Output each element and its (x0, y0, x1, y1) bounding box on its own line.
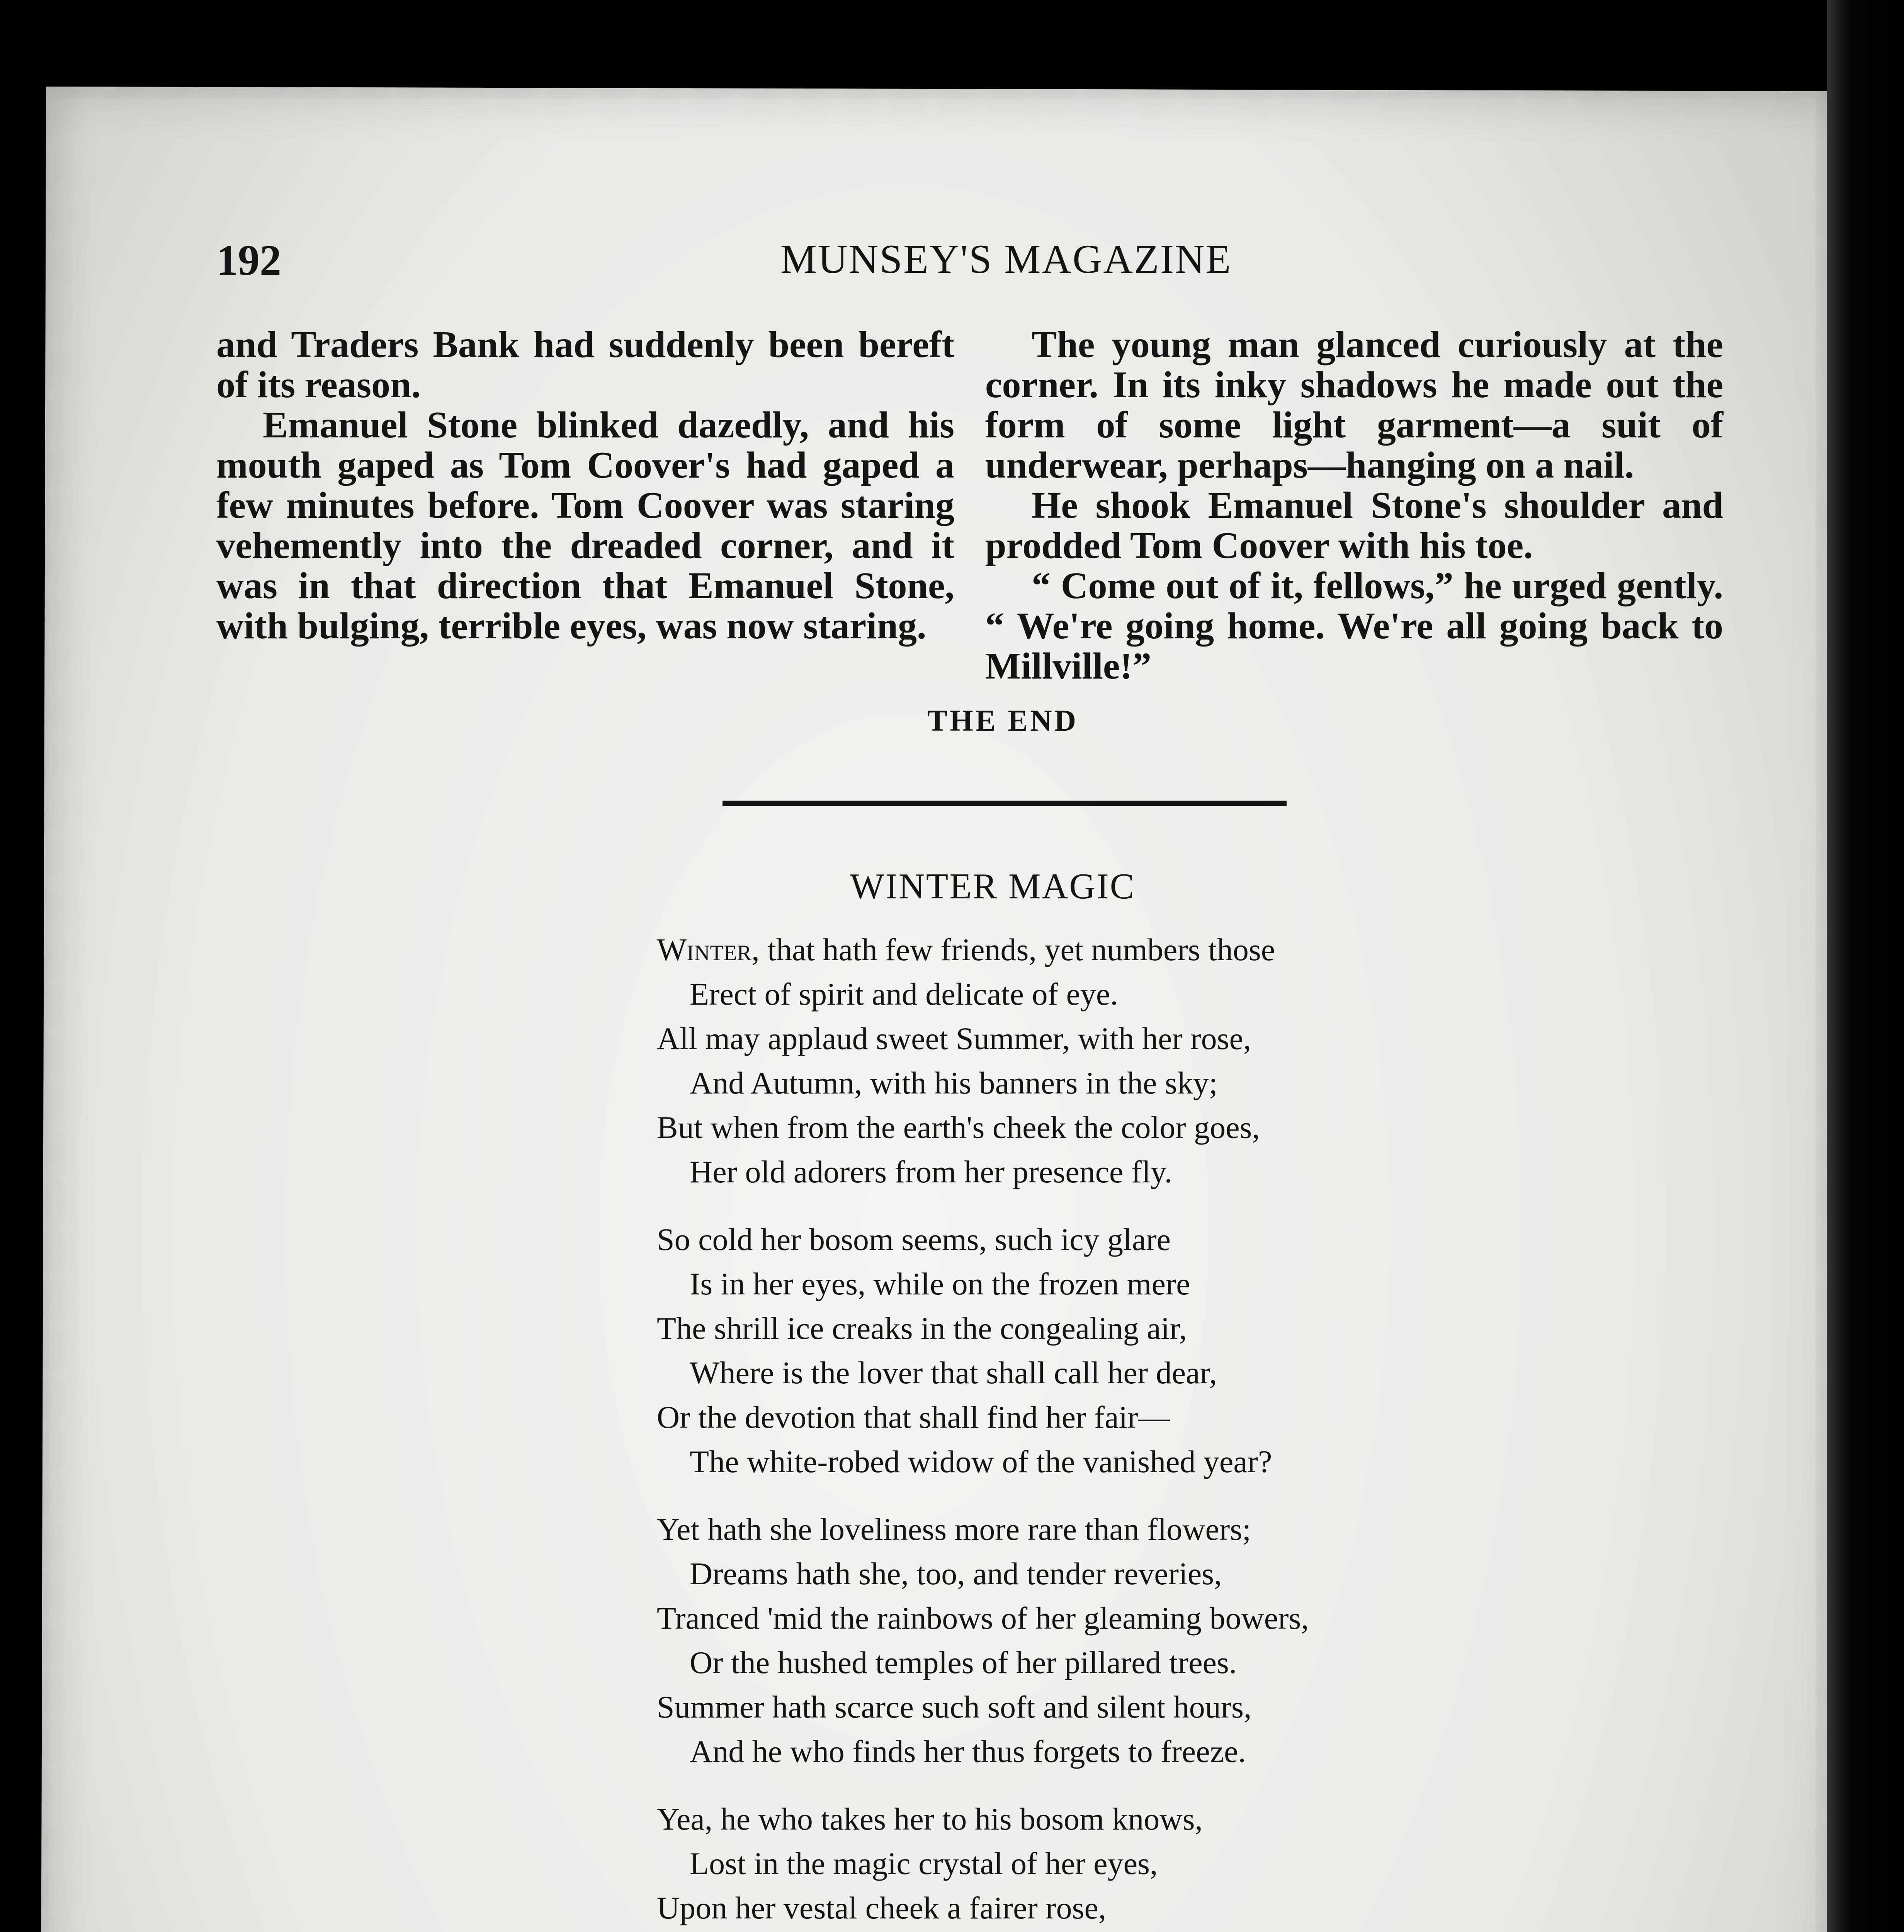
poem-first-word: Winter (657, 932, 752, 967)
poem-line: Where is the lover that shall call her dear, (690, 1355, 1217, 1390)
poem-line: Or the hushed temples of her pillared trees. (690, 1645, 1237, 1680)
poem-line: Tranced 'mid the rainbows of her gleaming bowers, (657, 1600, 1309, 1636)
poem-line: Yea, he who takes her to his bosom knows, (657, 1801, 1203, 1837)
page-number: 192 (216, 236, 281, 284)
poem-stanza (657, 1507, 1468, 1774)
poem-line: The white-robed widow of the vanished year? (690, 1444, 1272, 1479)
story-paragraph: and Traders Bank had suddenly been bereft of its reason. (216, 324, 954, 406)
poem-stanza (657, 1217, 1468, 1484)
poem-line: Summer hath scarce such soft and silent hours, (657, 1689, 1252, 1725)
poem-line: Upon her vestal cheek a fairer rose, (657, 1890, 1107, 1925)
poem-line: And he who finds her thus forgets to freeze. (690, 1734, 1246, 1769)
poem-title: WINTER MAGIC (850, 866, 1136, 906)
poem-first-line-rest: , that hath few friends, yet numbers those (751, 932, 1275, 967)
poem-line (657, 1930, 1468, 1932)
poem-line: And Autumn, with his banners in the sky; (690, 1065, 1218, 1100)
poem-line: Erect of spirit and delicate of eye. (690, 976, 1118, 1012)
poem-line: Yet hath she loveliness more rare than flowers; (657, 1512, 1251, 1547)
story-paragraph: Emanuel Stone blinked dazedly, and his mouth gaped as Tom Coover's had gaped a few minutes before. Tom Coover was staring vehemently into the dreaded corner, and it was in that direction that Emanuel Stone, with bulging, terrible eyes, was now staring. (216, 404, 954, 647)
poem-line: But when from the earth's cheek the color goes, (657, 1110, 1260, 1145)
story-paragraph: The young man glanced curiously at the corner. In its inky shadows he made out the form of some light garment—a suit of underwear, perhaps—hanging on a nail. (985, 324, 1723, 486)
story-paragraph: He shook Emanuel Stone's shoulder and prodded Tom Coover with his toe. (985, 485, 1723, 566)
poem-line: So cold her bosom seems, such icy glare (657, 1222, 1171, 1257)
story-paragraph: “ Come out of it, fellows,” he urged gently. “ We're going home. We're all going back to Millville!” (985, 565, 1723, 687)
poem-line: Lost in the magic crystal of her eyes, (690, 1846, 1158, 1881)
poem-line: Is in her eyes, while on the frozen mere (690, 1266, 1190, 1301)
poem-line: The shrill ice creaks in the congealing air, (657, 1311, 1187, 1346)
poem-line: All may applaud sweet Summer, with her rose, (657, 1021, 1251, 1056)
poem-line: Dreams hath she, too, and tender reveries, (690, 1556, 1222, 1591)
page-gutter (1827, 0, 1904, 1932)
poem-line: Her old adorers from her presence fly. (690, 1154, 1173, 1189)
section-divider (722, 801, 1287, 806)
poem-first-line (657, 927, 1468, 972)
story-left-column (216, 325, 954, 646)
story-right-column (985, 325, 1723, 686)
poem-body (657, 927, 1468, 1932)
poem-line: Or the devotion that shall find her fair— (657, 1400, 1170, 1435)
running-head: MUNSEY'S MAGAZINE (780, 236, 1232, 282)
poem-stanza (657, 972, 1468, 1194)
poem-stanza (657, 1797, 1468, 1932)
end-mark: THE END (927, 704, 1078, 737)
